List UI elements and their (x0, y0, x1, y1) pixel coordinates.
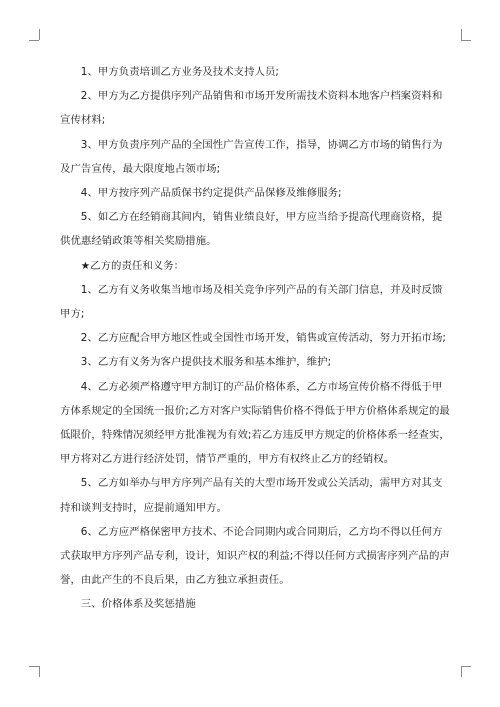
section-heading: 三、价格体系及奖惩措施 (80, 598, 196, 611)
paragraph: 3、乙方有义务为客户提供技术服务和基本维护，维护; (80, 356, 332, 369)
paragraph: 6、乙方应严格保密甲方技术、不论合同期内或合同期后，乙方均不得以任何方式获取甲方序列产品专利，设计，知识产权的利益;不得以任何方式损害序列产品的声誉，由此产生的不良后果，由乙方独立承担责任。 (60, 525, 450, 587)
paragraph: 4、乙方必须严格遵守甲方制订的产品价格体系，乙方市场宣传价格不得低于甲方体系规定的全国统一报价;乙方对客户实际销售价格不得低于甲方价格体系规定的最低限价，特殊情况须经甲方批准视为有效;若乙方违反甲方规定的价格体系一经查实，甲方将对乙方进行经济处罚，情节严重的，甲方有权终止乙方的经销权。 (60, 380, 450, 466)
section-heading: ★乙方的责任和义务： (80, 259, 185, 272)
paragraph: 5、如乙方在经销商其间内，销售业绩良好，甲方应当给予提高代理商资格，提供优惠经销政策等相关奖励措施。 (60, 211, 443, 248)
paragraph: 2、甲方为乙方提供序列产品销售和市场开发所需技术资料本地客户档案资料和宣传材料; (60, 90, 443, 127)
paragraph: 1、乙方有义务收集当地市场及相关竞争序列产品的有关部门信息，并及时反馈甲方; (60, 283, 443, 321)
paragraph: 2、乙方应配合甲方地区性或全国性市场开发，销售或宣传活动，努力开拓市场; (80, 332, 446, 345)
paragraph: 3、甲方负责序列产品的全国性广告宣传工作，指导，协调乙方市场的销售行为及广告宣传，最大限度地占领市场; (60, 138, 443, 175)
paragraph: 4、甲方按序列产品质保书约定提供产品保修及维修服务; (80, 187, 342, 200)
paragraph: 1、甲方负责培训乙方业务及技术支持人员; (80, 66, 279, 78)
paragraph: 5、乙方如举办与甲方序列产品有关的大型市场开发或公关活动，需甲方对其支持和谈判支持时，应提前通知甲方。 (60, 477, 443, 514)
document-body (60, 60, 452, 617)
